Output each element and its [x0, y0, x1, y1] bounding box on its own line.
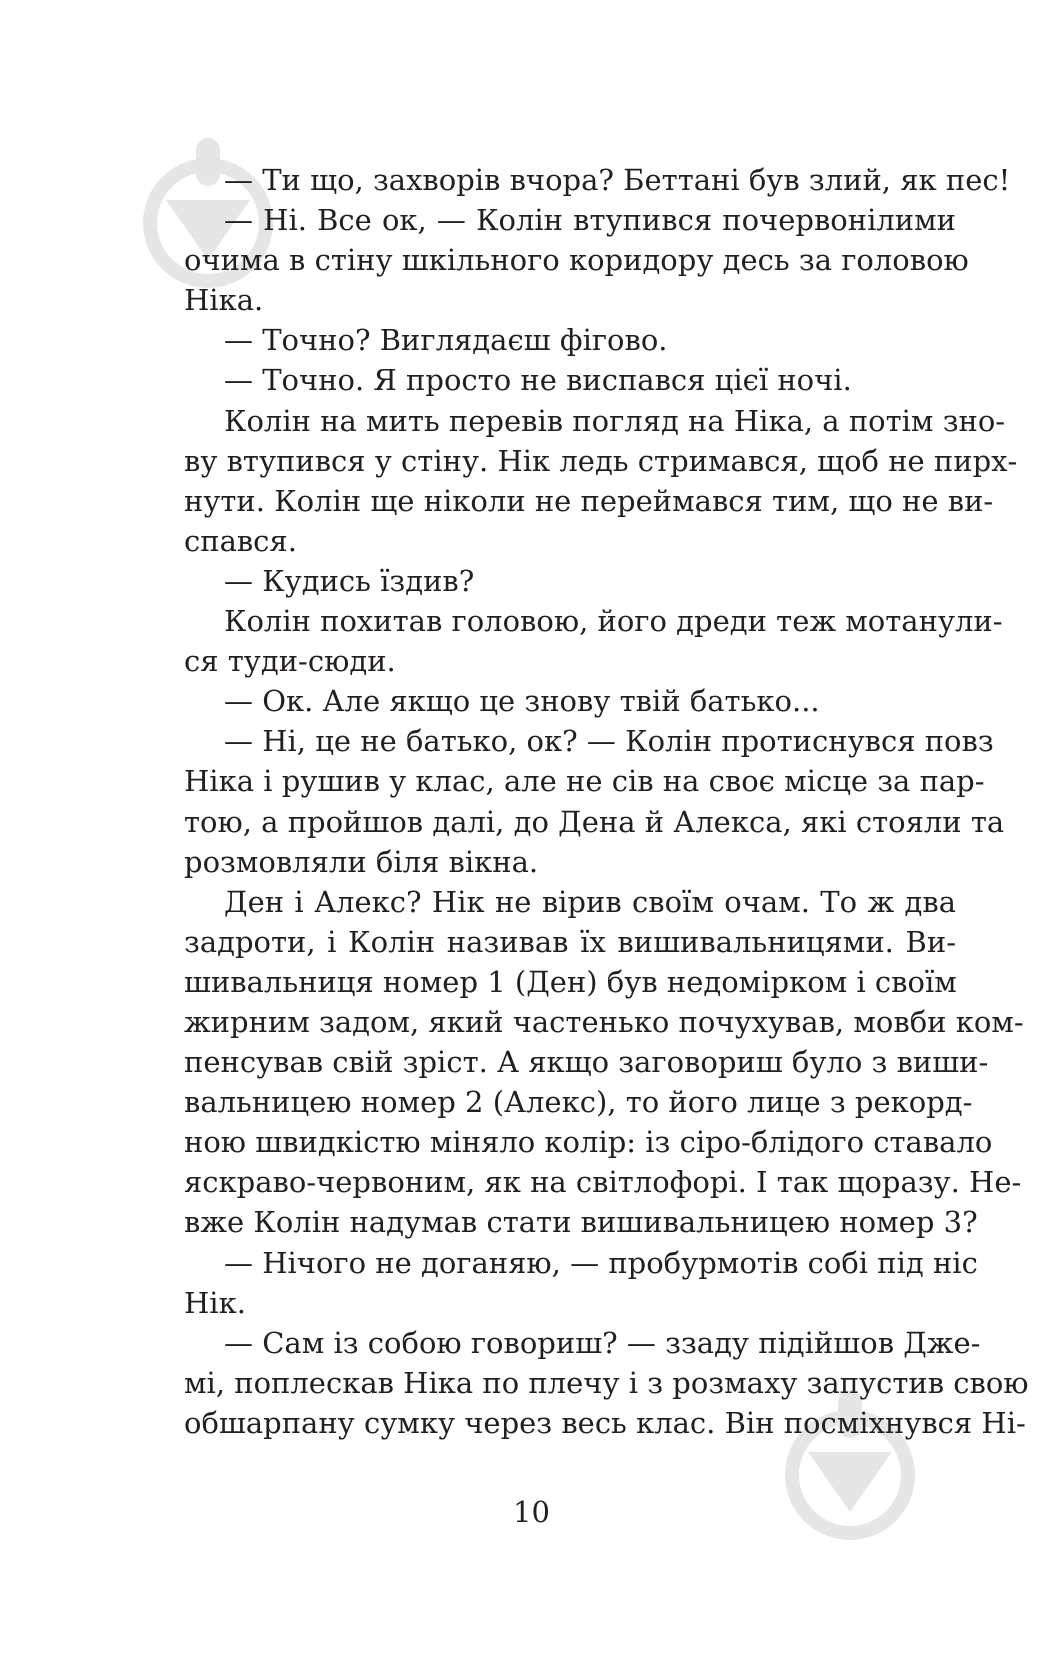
text-line: ву втупився у стіну. Нік ледь стримався, щоб не пирх- — [184, 443, 1018, 478]
text-line: шивальниця номер 1 (Ден) був недомірком і своїм — [184, 964, 957, 999]
text-line: тою, а пройшов далі, до Дена й Алекса, які стояли та — [184, 804, 1005, 839]
text-line: ся туди-сюди. — [184, 644, 396, 679]
page-body-text — [184, 160, 1029, 1443]
text-line: Ніка. — [184, 283, 264, 318]
text-line: вже Колін надумав стати вишивальницею номер 3? — [184, 1205, 978, 1240]
text-line: — Сам із собою говориш? — ззаду підійшов Дже- — [224, 1325, 981, 1360]
text-line: — Нічого не доганяю, — пробурмотів собі під ніс — [224, 1245, 978, 1280]
text-line: задроти, і Колін називав їх вишивальницями. Ви- — [184, 924, 956, 959]
text-line: — Ок. Але якщо це знову твій батько... — [224, 684, 820, 719]
text-line: Нік. — [184, 1285, 246, 1320]
text-line: мі, поплескав Ніка по плечу і з розмаху запустив свою — [184, 1365, 1029, 1400]
text-line: вальницею номер 2 (Алекс), то його лице з рекорд- — [184, 1085, 973, 1120]
text-line: Ден і Алекс? Нік не вірив своїм очам. То ж два — [224, 884, 956, 919]
text-line: — Ні, це не батько, ок? — Колін протиснувся повз — [224, 724, 994, 759]
text-line: розмовляли біля вікна. — [184, 844, 539, 879]
text-line: обшарпану сумку через весь клас. Він посміхнувся Ні- — [184, 1405, 1026, 1440]
text-line: нути. Колін ще ніколи не переймався тим, що не ви- — [184, 483, 994, 518]
text-line: пенсував свій зріст. А якщо заговориш було з виши- — [184, 1045, 989, 1080]
text-line: — Кудись їздив? — [224, 563, 475, 598]
page-number: 10 — [513, 1495, 550, 1529]
text-line: Ніка і рушив у клас, але не сів на своє місце за пар- — [184, 764, 985, 799]
text-line: Колін похитав головою, його дреди теж мотанули- — [224, 604, 1003, 639]
text-line: Колін на мить перевів погляд на Ніка, а потім зно- — [224, 403, 1006, 438]
text-line: спався. — [184, 523, 297, 558]
text-line: яскраво-червоним, як на світлофорі. І так щоразу. Не- — [184, 1165, 1022, 1200]
text-line: — Ти що, захворів вчора? Беттані був злий, як пес! — [224, 163, 1011, 197]
text-line: — Точно? Виглядаєш фігово. — [224, 323, 668, 358]
text-line: очима в стіну шкільного коридору десь за головою — [184, 243, 969, 278]
text-line: ною швидкістю міняло колір: із сіро-блідого ставало — [184, 1125, 993, 1160]
text-line: — Ні. Все ок, — Колін втупився почервонілими — [224, 203, 956, 238]
text-line: — Точно. Я просто не виспався цієї ночі. — [224, 363, 852, 398]
text-line: жирним задом, який частенько почухував, мовби ком- — [184, 1004, 1024, 1039]
